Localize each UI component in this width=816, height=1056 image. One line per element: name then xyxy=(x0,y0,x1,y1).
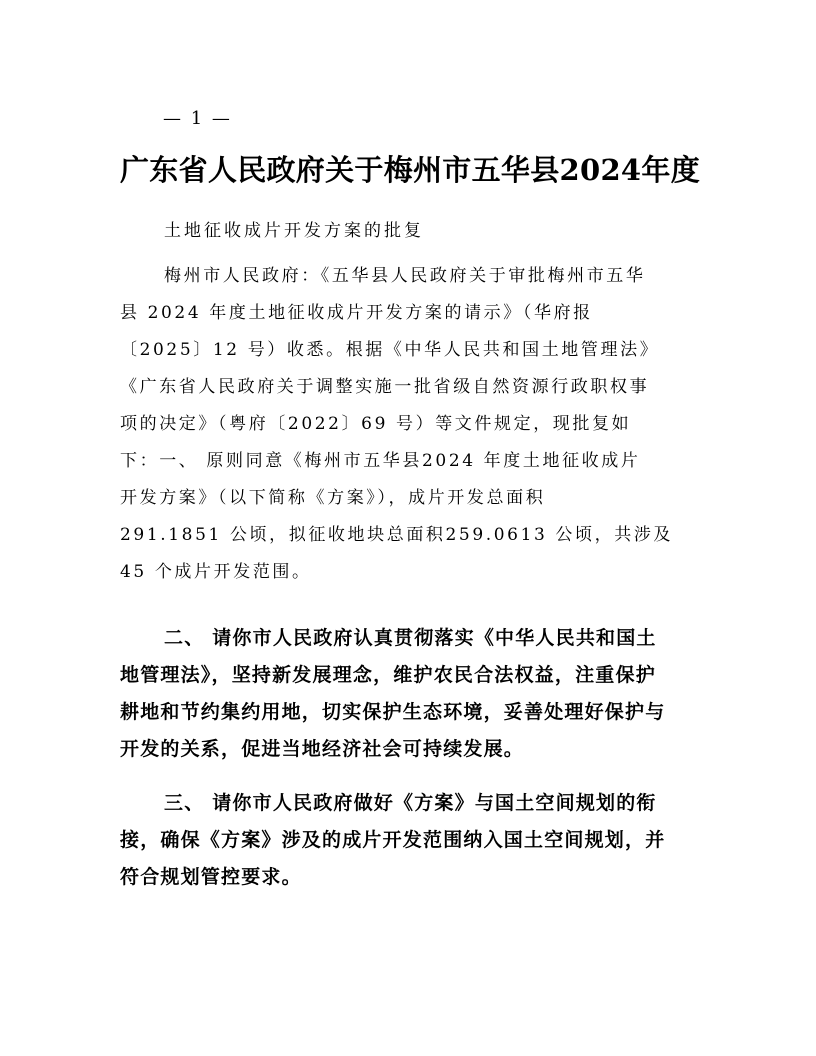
document-subtitle: 土地征收成片开发方案的批复 xyxy=(164,221,424,241)
paragraph-line: 项的决定》（粤府〔2022〕69 号）等文件规定，现批复如 xyxy=(120,414,632,434)
paragraph-line: 接，确保《方案》涉及的成片开发范围纳入国土空间规划，并 xyxy=(120,829,666,851)
paragraph-reply-approval xyxy=(120,258,700,591)
paragraph-line: 二、 请你市人民政府认真贯彻落实《中华人民共和国土 xyxy=(164,627,657,649)
paragraph-line: 县 2024 年度土地征收成片开发方案的请示》（华府报 xyxy=(120,303,593,323)
paragraph-line: 〔2025〕12 号）收悉。根据《中华人民共和国土地管理法》 xyxy=(120,340,660,360)
paragraph-line: 下：一、 原则同意《梅州市五华县2024 年度土地征收成片 xyxy=(120,451,641,471)
document-title: 广东省人民政府关于梅州市五华县2024年度 xyxy=(120,153,701,187)
paragraph-item-three xyxy=(120,785,700,896)
paragraph-line: 《广东省人民政府关于调整实施一批省级自然资源行政职权事 xyxy=(120,377,650,397)
paragraph-line: 符合规划管控要求。 xyxy=(120,866,302,888)
paragraph-line: 三、 请你市人民政府做好《方案》与国土空间规划的衔 xyxy=(164,792,657,814)
paragraph-line: 耕地和节约集约用地，切实保护生态环境，妥善处理好保护与 xyxy=(120,701,666,723)
paragraph-line: 梅州市人民政府：《五华县人民政府关于审批梅州市五华 xyxy=(164,266,646,286)
paragraph-line: 开发方案》（以下简称《方案》），成片开发总面积 xyxy=(120,488,546,508)
paragraph-line: 45 个成片开发范围。 xyxy=(120,562,312,582)
paragraph-line: 开发的关系，促进当地经济社会可持续发展。 xyxy=(120,738,525,760)
paragraph-line: 291.1851 公顷，拟征收地块总面积259.0613 公顷，共涉及 xyxy=(120,525,674,545)
paragraph-item-two xyxy=(120,620,700,768)
paragraph-line: 地管理法》，坚持新发展理念，维护农民合法权益，注重保护 xyxy=(120,664,656,686)
page-number: — 1 — xyxy=(163,108,232,129)
